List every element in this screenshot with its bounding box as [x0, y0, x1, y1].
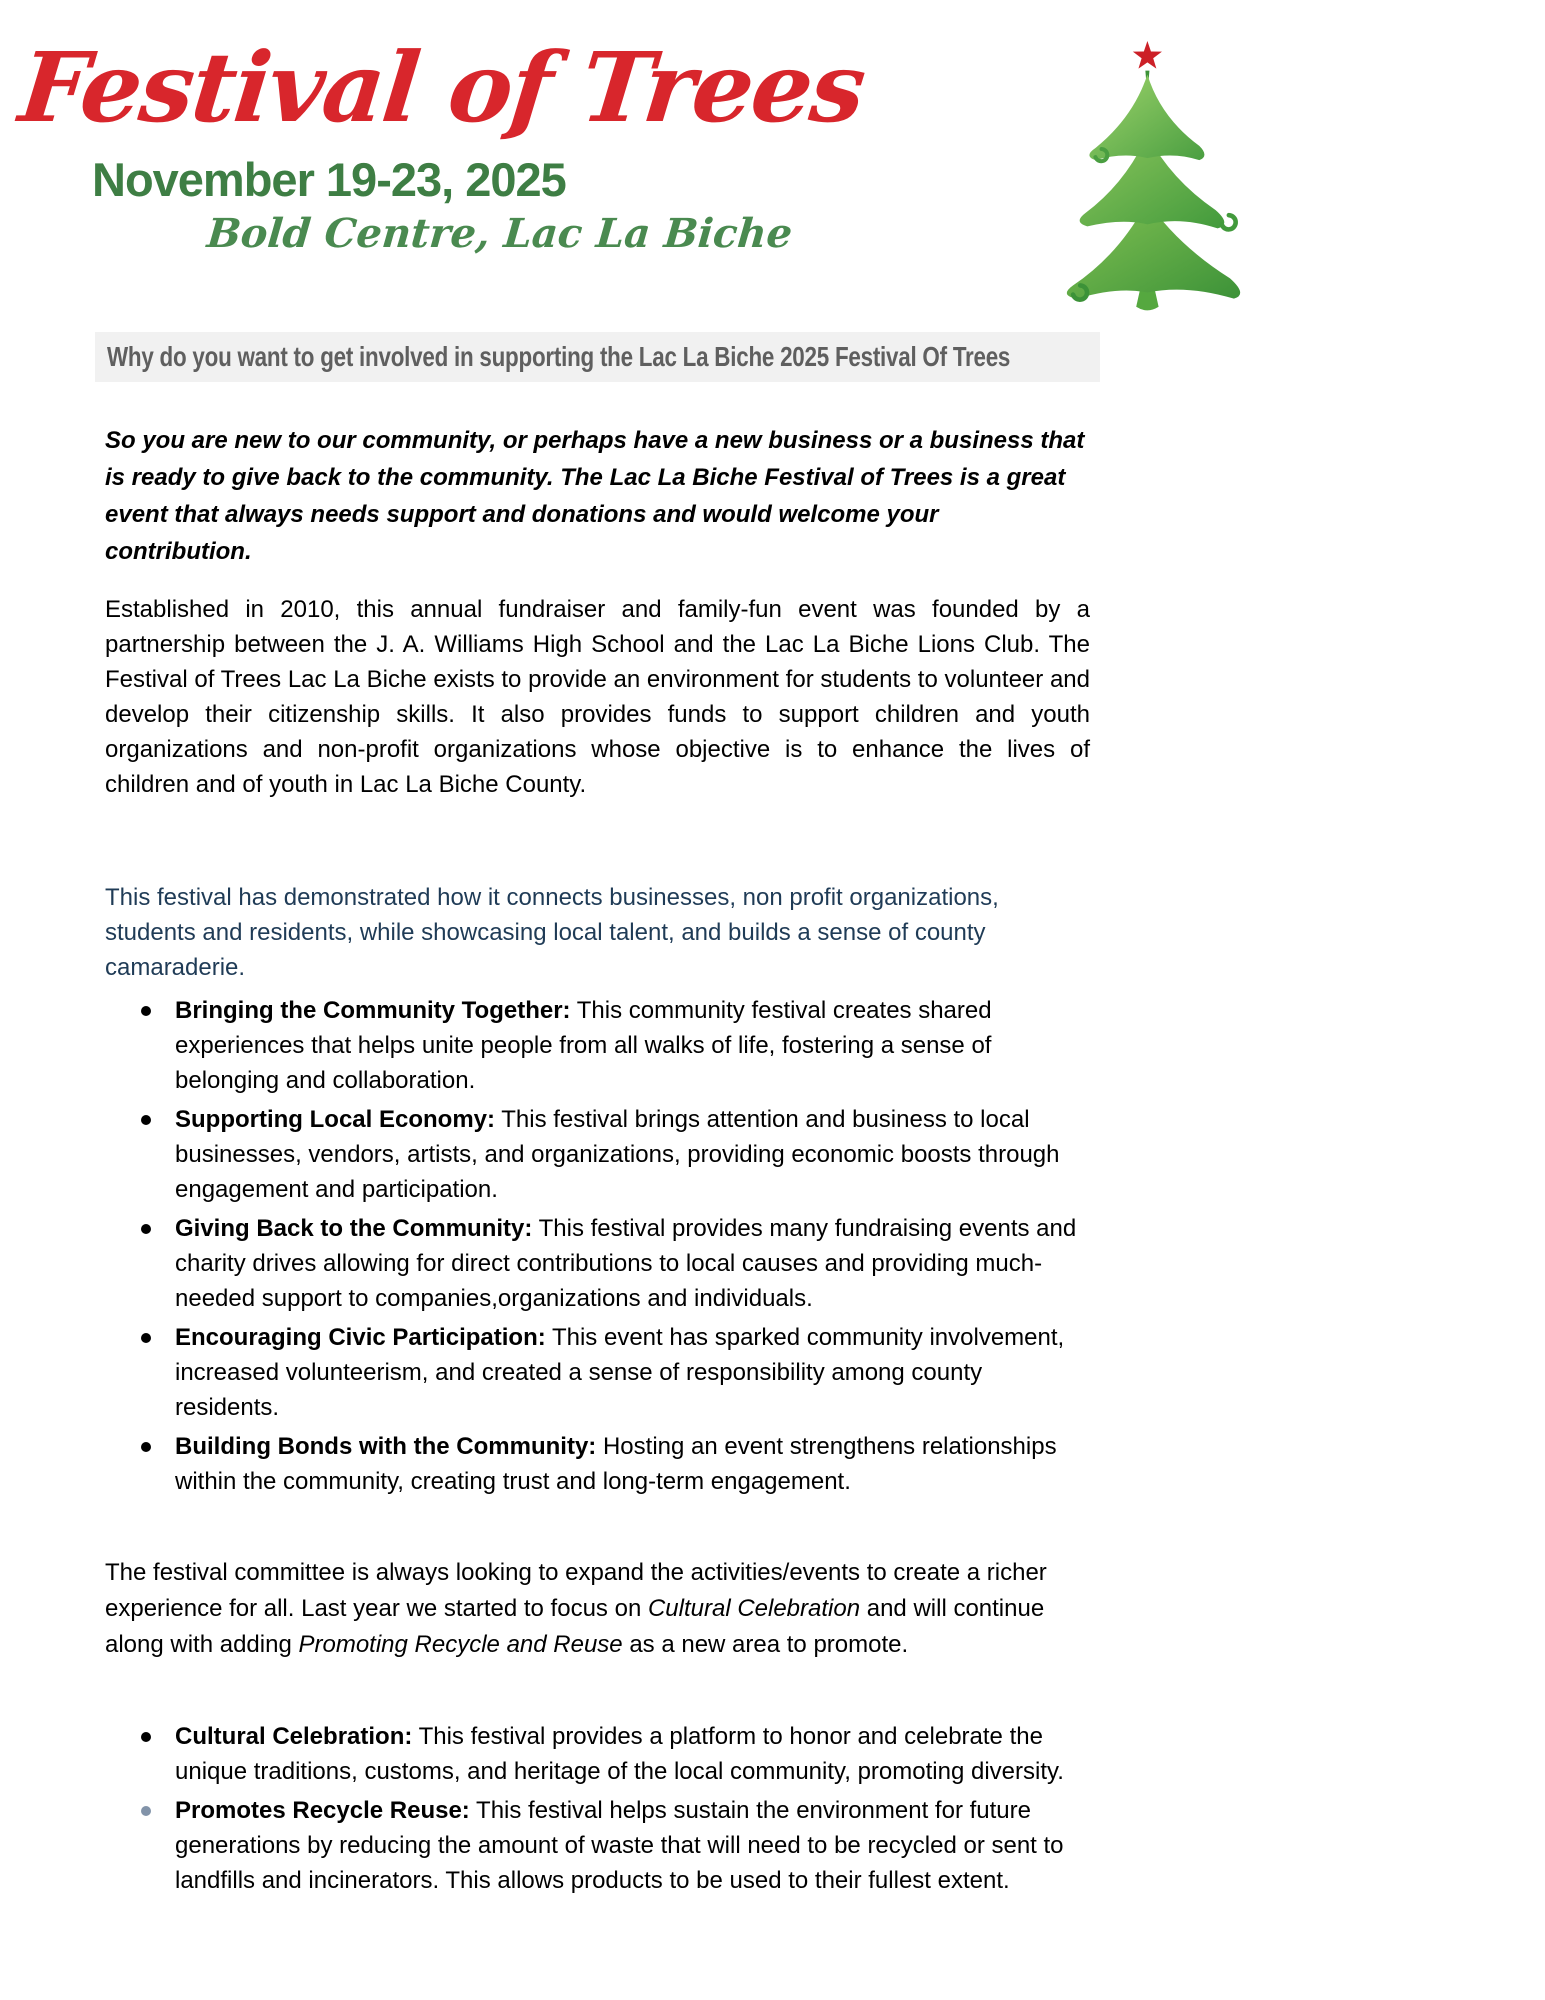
question-heading: Why do you want to get involved in supporting the Lac La Biche 2025 Festival Of Trees	[107, 340, 1011, 372]
bullet-label: Giving Back to the Community:	[175, 1214, 533, 1242]
bullet-text: Hosting an event strengthens relationships within the community, creating trust and long-term engagement.	[175, 1432, 1057, 1495]
intro-paragraph: So you are new to our community, or perhaps have a new business or a business that is ready to give back to the community. The Lac La Biche Festival of Trees is a great event that always needs support and donations and would welcome your contribution.	[105, 426, 1085, 565]
bullet-text: This festival helps sustain the environment for future generations by reducing the amount of waste that will need to be recycled or sent to landfills and incinerators. This allows products to be used to their fullest extent.	[175, 1796, 1064, 1894]
document-header	[0, 0, 1545, 258]
bullet-text: This festival brings attention and business to local businesses, vendors, artists, and organizations, providing economic boosts through engagement and participation.	[175, 1105, 1060, 1203]
committee-italic-recycle: Promoting Recycle and Reuse	[298, 1630, 623, 1658]
impact-intro-paragraph: This festival has demonstrated how it connects businesses, non profit organizations, students and residents, while showcasing local talent, and builds a sense of county camaraderie.	[105, 883, 999, 981]
bullet-icon-muted	[141, 1806, 151, 1816]
bullet-icon	[141, 1333, 151, 1343]
focus-bullet-list	[105, 1719, 1090, 1898]
committee-text: The festival committee is always looking to expand the activities/events to create a richer experience for all. Last year we started to focus on	[105, 1558, 1047, 1622]
list-item	[105, 1320, 1090, 1425]
bullet-icon	[141, 1442, 151, 1452]
bullet-icon	[141, 1006, 151, 1016]
bullet-icon	[141, 1224, 151, 1234]
bullet-icon	[141, 1732, 151, 1742]
page-title: Festival of Trees	[14, 31, 870, 144]
question-heading-band	[95, 332, 1100, 382]
history-paragraph: Established in 2010, this annual fundraiser and family-fun event was founded by a partnership between the J. A. Williams High School and the Lac La Biche Lions Club. The Festival of Trees Lac La Biche exists to provide an environment for students to volunteer and develop their citizenship skills. It also provides funds to support children and youth organizations and non-profit organizations whose objective is to enhance the lives of children and of youth in Lac La Biche County.	[105, 595, 1090, 798]
bullet-label: Supporting Local Economy:	[175, 1105, 496, 1133]
bullet-text: This festival provides a platform to honor and celebrate the unique traditions, customs, and heritage of the local community, promoting diversity.	[175, 1722, 1064, 1785]
bullet-label: Bringing the Community Together:	[175, 996, 571, 1024]
event-date: November 19-23, 2025	[92, 153, 566, 206]
list-item	[105, 1429, 1090, 1499]
star-icon	[1133, 41, 1162, 69]
event-venue: Bold Centre, Lac La Biche	[205, 209, 795, 257]
bullet-text: This event has sparked community involvement, increased volunteerism, and created a sense of responsibility among county residents.	[175, 1323, 1065, 1421]
impact-bullet-list	[105, 993, 1090, 1499]
list-item	[105, 1211, 1090, 1316]
list-item	[105, 1102, 1090, 1207]
christmas-tree-icon	[1048, 38, 1258, 318]
document-body	[105, 332, 1090, 1898]
list-item	[105, 1793, 1090, 1898]
bullet-text: This festival provides many fundraising events and charity drives allowing for direct contributions to local causes and providing much-needed support to companies,organizations and individuals.	[175, 1214, 1077, 1312]
committee-text: as a new area to promote.	[622, 1630, 909, 1658]
list-item	[105, 993, 1090, 1098]
bullet-text: This community festival creates shared experiences that helps unite people from all walks of life, fostering a sense of belonging and collaboration.	[175, 996, 992, 1094]
bullet-label: Encouraging Civic Participation:	[175, 1323, 546, 1351]
christmas-tree-icon	[1048, 38, 1258, 318]
bullet-icon	[141, 1115, 151, 1125]
committee-text: and will continue along with adding	[105, 1594, 1045, 1658]
list-item	[105, 1719, 1090, 1789]
committee-paragraph	[105, 1555, 1090, 1663]
bullet-label: Building Bonds with the Community:	[175, 1432, 597, 1460]
bullet-label: Cultural Celebration:	[175, 1722, 413, 1750]
committee-italic-cultural: Cultural Celebration	[647, 1594, 861, 1622]
bullet-label: Promotes Recycle Reuse:	[175, 1796, 470, 1824]
